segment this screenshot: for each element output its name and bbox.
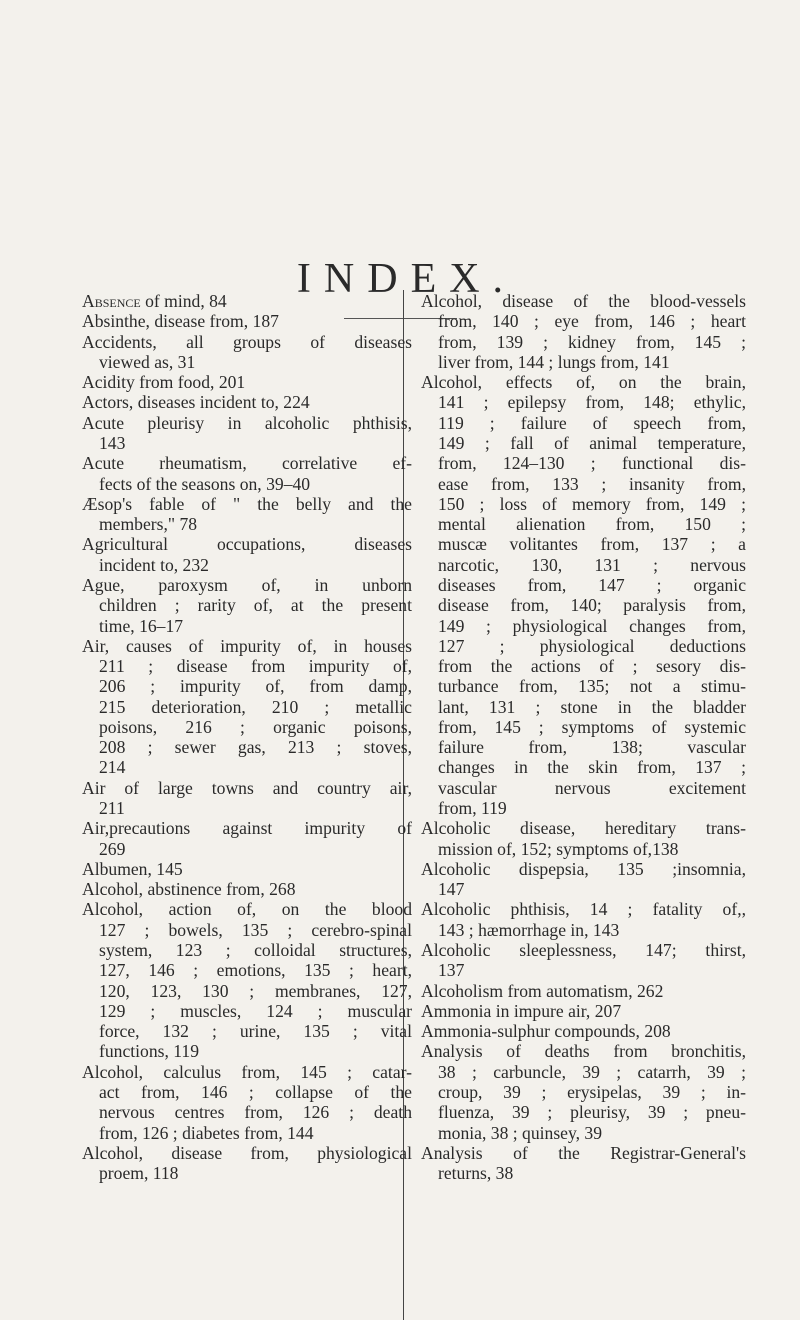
index-entry-line: fluenza, 39 ; pleurisy, 39 ; pneu- [438, 1102, 746, 1123]
index-entry-line: Alcoholic disease, hereditary trans- [421, 818, 746, 839]
index-entry [421, 1041, 746, 1142]
index-entry-line: turbance from, 135; not a stimu- [438, 676, 746, 697]
index-entry [82, 311, 412, 331]
index-entry-line: Alcoholism from automatism, 262 [421, 980, 664, 1001]
index-entry [82, 494, 412, 535]
index-entry-line: Ammonia-sulphur compounds, 208 [421, 1021, 671, 1042]
index-entry-line: 38 ; carbuncle, 39 ; catarrh, 39 ; [438, 1061, 746, 1082]
index-entry-line: changes in the skin from, 137 ; [438, 757, 746, 778]
index-entry-line: 129 ; muscles, 124 ; muscular [99, 1000, 412, 1021]
index-entry-line: fects of the seasons on, 39–40 [99, 473, 311, 494]
index-entry-line: croup, 39 ; erysipelas, 39 ; in- [438, 1081, 746, 1102]
index-entry-line: ease from, 133 ; insanity from, [438, 473, 746, 494]
index-entry-line: disease from, 140; paralysis from, [438, 595, 746, 616]
index-entry [421, 1001, 746, 1021]
index-entry-line: from, 124–130 ; functional dis- [438, 453, 746, 474]
index-entry [421, 940, 746, 981]
index-entry-line: from, 139 ; kidney from, 145 ; [438, 331, 746, 352]
index-entry [82, 879, 412, 899]
index-entry [82, 291, 412, 311]
index-entry-line: Alcohol, action of, on the blood [82, 899, 412, 920]
index-entry-line: 143 [99, 432, 126, 453]
index-entry-line: Alcohol, disease from, physiological [82, 1142, 412, 1163]
index-entry-line: 119 ; failure of speech from, [438, 412, 746, 433]
index-entry-line: Absinthe, disease from, 187 [82, 311, 279, 332]
index-entry-line: 206 ; impurity of, from damp, [99, 676, 412, 697]
index-entry-line: Air, causes of impurity of, in houses [82, 635, 412, 656]
index-entry [421, 291, 746, 372]
index-entry-line: 214 [99, 757, 126, 778]
index-entry-line: members," 78 [99, 514, 198, 535]
index-entry-line: monia, 38 ; quinsey, 39 [438, 1122, 603, 1143]
index-entry-line: muscæ volitantes from, 137 ; a [438, 534, 746, 555]
index-entry-line: Acute pleurisy in alcoholic phthisis, [82, 412, 412, 433]
index-entry-line: proem, 118 [99, 1163, 179, 1184]
index-entry-line: Alcoholic dispepsia, 135 ;insomnia, [421, 858, 746, 879]
index-entry-line: 149 ; fall of animal temperature, [438, 432, 746, 453]
index-entry-line: 269 [99, 838, 126, 859]
index-entry-line: 137 [438, 960, 465, 981]
index-entry-line: from, 126 ; diabetes from, 144 [99, 1122, 314, 1143]
index-entry-line: 127 ; bowels, 135 ; cerebro-spinal [99, 919, 412, 940]
index-entry-line: diseases from, 147 ; organic [438, 574, 746, 595]
index-entry-line: from, 140 ; eye from, 146 ; heart [438, 311, 746, 332]
index-entry [421, 981, 746, 1001]
index-entry [421, 818, 746, 859]
index-entry-line: children ; rarity of, at the present [99, 595, 412, 616]
index-entry-line: failure from, 138; vascular [438, 737, 746, 758]
index-entry [82, 453, 412, 494]
index-entry [82, 778, 412, 819]
index-entry-line: Accidents, all groups of diseases [82, 331, 412, 352]
index-entry-line: Agricultural occupations, diseases [82, 534, 412, 555]
index-entry-line: mission of, 152; symptoms of,138 [438, 838, 679, 859]
index-entry-line: Alcoholic sleeplessness, 147; thirst, [421, 940, 746, 960]
index-entry-line: Analysis of deaths from bronchitis, [421, 1041, 746, 1062]
index-entry-line: Alcohol, calculus from, 145 ; catar- [82, 1061, 412, 1082]
index-entry-line: vascular nervous excitement [438, 777, 746, 798]
index-column-right [421, 291, 746, 1183]
index-entry-line: returns, 38 [438, 1163, 514, 1184]
index-entry-line: Ammonia in impure air, 207 [421, 1000, 622, 1021]
index-entry-line: system, 123 ; colloidal structures, [99, 940, 412, 960]
index-entry-line: Alcohol, effects of, on the brain, [421, 372, 746, 393]
index-entry-line: force, 132 ; urine, 135 ; vital [99, 1021, 412, 1042]
index-entry-line: from, 145 ; symptoms of systemic [438, 716, 746, 737]
index-entry-line: Alcohol, disease of the blood-vessels [421, 291, 746, 311]
index-entry-line: Acidity from food, 201 [82, 372, 246, 393]
index-entry-line: Actors, diseases incident to, 224 [82, 392, 310, 413]
index-entry-line: time, 16–17 [99, 615, 184, 636]
index-entry-line: lant, 131 ; stone in the bladder [438, 696, 746, 717]
index-entry-line: 127, 146 ; emotions, 135 ; heart, [99, 960, 412, 981]
index-entry [82, 636, 412, 778]
index-entry-line: 150 ; loss of memory from, 149 ; [438, 493, 746, 514]
index-entry [82, 372, 412, 392]
index-entry [82, 859, 412, 879]
index-entry-line: Albumen, 145 [82, 858, 183, 879]
index-entry-line: Absence of mind, 84 [82, 291, 227, 311]
index-entry-line: Alcoholic phthisis, 14 ; fatality of,, [421, 899, 746, 920]
index-entry-line: 211 ; disease from impurity of, [99, 656, 412, 677]
index-entry [421, 1143, 746, 1184]
index-entry [82, 899, 412, 1061]
index-entry-line: Analysis of the Registrar-General's [421, 1142, 746, 1163]
index-entry-line: 208 ; sewer gas, 213 ; stoves, [99, 737, 412, 758]
index-entry [82, 1143, 412, 1184]
index-entry-line: viewed as, 31 [99, 351, 196, 372]
index-entry-line: mental alienation from, 150 ; [438, 514, 746, 535]
index-entry-line: from, 119 [438, 798, 507, 819]
index-entry-line: 215 deterioration, 210 ; metallic [99, 696, 412, 717]
index-column-left [82, 291, 412, 1183]
index-entry-line: Air of large towns and country air, [82, 777, 412, 798]
index-entry-line: Air,precautions against impurity of [82, 818, 412, 839]
index-entry [82, 575, 412, 636]
index-entry [421, 899, 746, 940]
index-entry [82, 413, 412, 454]
index-entry-line: nervous centres from, 126 ; death [99, 1102, 412, 1123]
index-entry-line: from the actions of ; sesory dis- [438, 656, 746, 677]
index-entry-line: 211 [99, 798, 125, 819]
index-entry-line: narcotic, 130, 131 ; nervous [438, 554, 746, 575]
index-entry-line: Ague, paroxysm of, in unborn [82, 574, 412, 595]
index-entry-line: incident to, 232 [99, 554, 209, 575]
index-entry-line: 141 ; epilepsy from, 148; ethylic, [438, 392, 746, 413]
index-entry-line: Æsop's fable of " the belly and the [82, 493, 412, 514]
index-entry [421, 1021, 746, 1041]
index-entry [421, 372, 746, 818]
index-entry-line: 127 ; physiological deductions [438, 635, 746, 656]
index-entry-line: 143 ; hæmorrhage in, 143 [438, 919, 620, 940]
index-entry-line: functions, 119 [99, 1041, 200, 1062]
index-entry [82, 392, 412, 412]
index-entry-line: 149 ; physiological changes from, [438, 615, 746, 636]
index-entry-line: liver from, 144 ; lungs from, 141 [438, 351, 670, 372]
page-title: INDEX. [296, 256, 517, 302]
index-entry [82, 1062, 412, 1143]
index-entry-line: poisons, 216 ; organic poisons, [99, 716, 412, 737]
index-entry-line: Alcohol, abstinence from, 268 [82, 879, 296, 900]
index-entry [82, 332, 412, 373]
index-entry-line: act from, 146 ; collapse of the [99, 1081, 412, 1102]
index-entry-line: 120, 123, 130 ; membranes, 127, [99, 980, 412, 1001]
index-entry [421, 859, 746, 900]
index-entry-line: 147 [438, 879, 465, 900]
index-entry [82, 534, 412, 575]
index-entry [82, 818, 412, 859]
index-entry-line: Acute rheumatism, correlative ef- [82, 453, 412, 474]
